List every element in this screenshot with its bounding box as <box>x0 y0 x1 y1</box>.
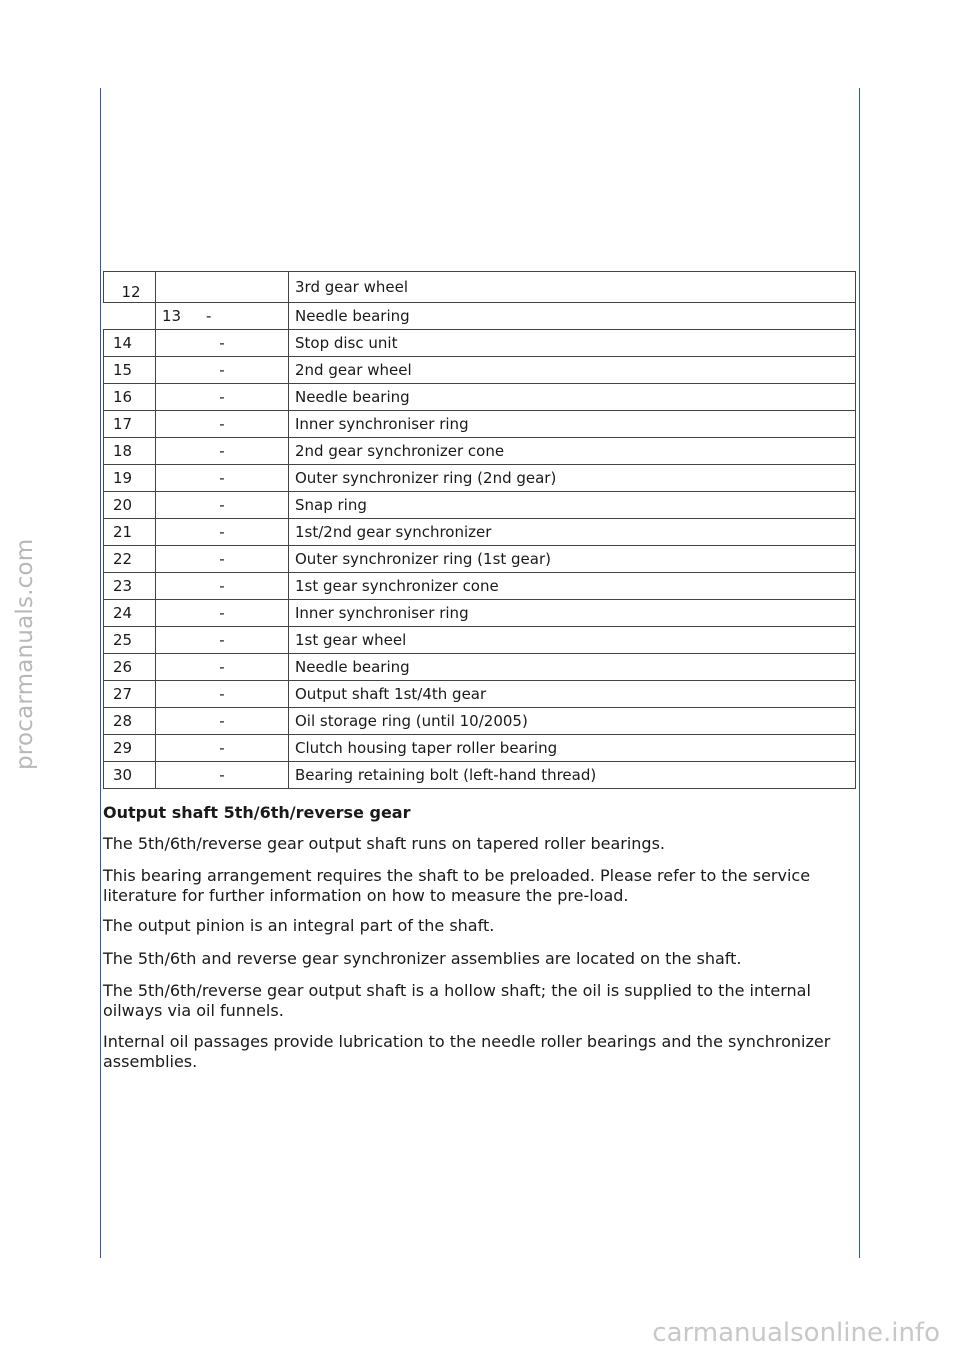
part-number: 25 <box>104 627 156 654</box>
table-row <box>104 357 856 384</box>
paragraph: The 5th/6th/reverse gear output shaft runs on tapered roller bearings. <box>103 834 666 853</box>
part-dash: - <box>156 654 289 681</box>
part-description: Needle bearing <box>289 303 856 330</box>
part-description: Outer synchronizer ring (2nd gear) <box>289 465 856 492</box>
part-dash: - <box>156 627 289 654</box>
part-number: 28 <box>104 708 156 735</box>
part-dash: - <box>156 762 289 789</box>
table-row <box>104 519 856 546</box>
part-number: 29 <box>104 735 156 762</box>
part-number: 17 <box>104 411 156 438</box>
part-description: Needle bearing <box>289 654 856 681</box>
part-description: 1st gear wheel <box>289 627 856 654</box>
part-description: Clutch housing taper roller bearing <box>289 735 856 762</box>
part-dash: - <box>156 357 289 384</box>
part-dash: - <box>156 573 289 600</box>
part-description: 2nd gear wheel <box>289 357 856 384</box>
paragraph: This bearing arrangement requires the shaft to be preloaded. Please refer to the service literature for further information on how to measure the pre-load. <box>103 866 811 905</box>
part-dash <box>156 272 289 303</box>
part-number: 12 <box>104 272 156 303</box>
part-dash: - <box>156 330 289 357</box>
part-dash-symbol: - <box>206 307 212 325</box>
table-row <box>104 492 856 519</box>
table-row <box>104 465 856 492</box>
table-row <box>104 573 856 600</box>
paragraph: The 5th/6th/reverse gear output shaft is a hollow shaft; the oil is supplied to the internal oilways via oil funnels. <box>103 981 811 1020</box>
part-description: Inner synchroniser ring <box>289 411 856 438</box>
part-number: 30 <box>104 762 156 789</box>
table-row <box>104 627 856 654</box>
table-row <box>104 708 856 735</box>
section-heading: Output shaft 5th/6th/reverse gear <box>103 803 411 822</box>
part-description: 2nd gear synchronizer cone <box>289 438 856 465</box>
table-row <box>104 411 856 438</box>
part-number: 14 <box>104 330 156 357</box>
part-dash: - <box>156 465 289 492</box>
part-description: Bearing retaining bolt (left-hand thread) <box>289 762 856 789</box>
part-dash: - <box>156 735 289 762</box>
part-number: 15 <box>104 357 156 384</box>
part-description: Output shaft 1st/4th gear <box>289 681 856 708</box>
part-dash: - <box>156 384 289 411</box>
table-row <box>104 272 856 303</box>
part-description: 1st/2nd gear synchronizer <box>289 519 856 546</box>
part-number: 16 <box>104 384 156 411</box>
table-row <box>104 681 856 708</box>
part-description: Inner synchroniser ring <box>289 600 856 627</box>
table-row <box>104 762 856 789</box>
table-row <box>104 600 856 627</box>
watermark-bottom: carmanualsonline.info <box>652 1318 940 1348</box>
part-dash: - <box>156 411 289 438</box>
table-row <box>104 546 856 573</box>
table-row <box>104 384 856 411</box>
table-row <box>104 303 856 330</box>
part-description: Needle bearing <box>289 384 856 411</box>
page-border-right <box>859 88 860 1258</box>
watermark-side: procarmanuals.com <box>12 538 38 770</box>
part-number: 22 <box>104 546 156 573</box>
part-description: Stop disc unit <box>289 330 856 357</box>
paragraph: The 5th/6th and reverse gear synchronizer assemblies are located on the shaft. <box>103 949 742 968</box>
part-number: 21 <box>104 519 156 546</box>
part-number: 26 <box>104 654 156 681</box>
part-number: 18 <box>104 438 156 465</box>
part-dash: - <box>156 600 289 627</box>
parts-table <box>103 271 856 789</box>
table-row <box>104 654 856 681</box>
part-description: Oil storage ring (until 10/2005) <box>289 708 856 735</box>
table-row <box>104 735 856 762</box>
part-number: 27 <box>104 681 156 708</box>
part-number-empty <box>104 303 156 330</box>
part-dash: - <box>156 681 289 708</box>
part-dash: - <box>156 438 289 465</box>
table-row <box>104 330 856 357</box>
part-description: Snap ring <box>289 492 856 519</box>
part-dash: - <box>156 708 289 735</box>
part-description: Outer synchronizer ring (1st gear) <box>289 546 856 573</box>
part-description: 1st gear synchronizer cone <box>289 573 856 600</box>
part-number: 19 <box>104 465 156 492</box>
part-dash <box>156 303 289 330</box>
part-number: 20 <box>104 492 156 519</box>
part-number: 24 <box>104 600 156 627</box>
part-dash: - <box>156 546 289 573</box>
part-description: 3rd gear wheel <box>289 272 856 303</box>
part-number: 23 <box>104 573 156 600</box>
paragraph: Internal oil passages provide lubrication to the needle roller bearings and the synchronizer assemblies. <box>103 1032 831 1071</box>
table-row <box>104 438 856 465</box>
part-dash: - <box>156 492 289 519</box>
page-border-left <box>100 88 101 1258</box>
paragraph: The output pinion is an integral part of the shaft. <box>103 916 495 935</box>
part-number: 13 <box>162 307 182 325</box>
part-dash: - <box>156 519 289 546</box>
